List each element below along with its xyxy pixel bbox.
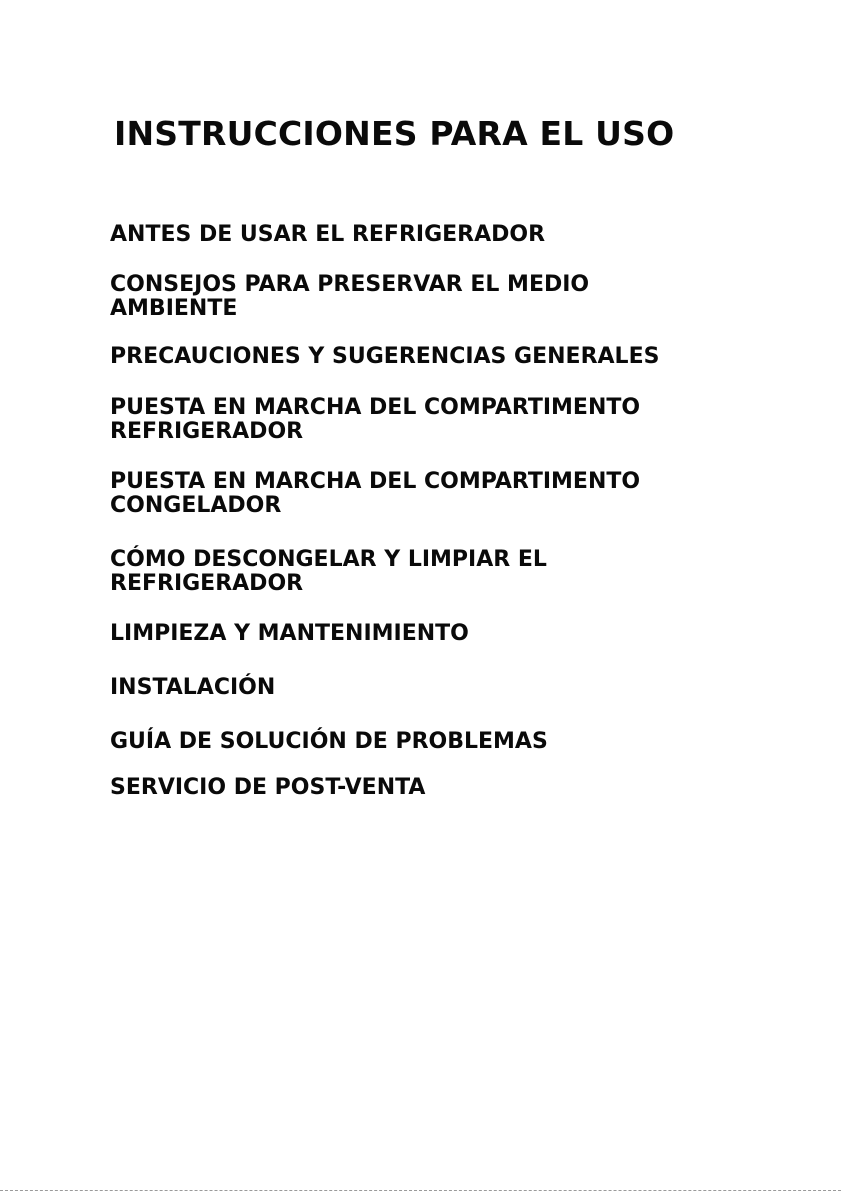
page-bottom-edge xyxy=(0,1190,841,1191)
toc-item-antes-de-usar xyxy=(110,223,545,247)
toc-item-line: PRECAUCIONES Y SUGERENCIAS GENERALES xyxy=(110,344,660,369)
toc-item-precauciones xyxy=(110,345,659,369)
toc-item-post-venta xyxy=(110,776,425,800)
toc-item-compartimento-refrigerador xyxy=(110,396,640,444)
toc-item-instalacion xyxy=(110,676,275,700)
toc-item-line: PUESTA EN MARCHA DEL COMPARTIMENTO xyxy=(110,469,641,494)
toc-item-line: GUÍA DE SOLUCIÓN DE PROBLEMAS xyxy=(110,729,548,754)
toc-item-line: PUESTA EN MARCHA DEL COMPARTIMENTO xyxy=(110,395,641,420)
toc-item-compartimento-congelador xyxy=(110,470,640,518)
toc-item-line: CONGELADOR xyxy=(110,493,282,518)
toc-item-line: REFRIGERADOR xyxy=(110,571,304,596)
toc-item-line: AMBIENTE xyxy=(110,296,238,321)
toc-item-line: CONSEJOS PARA PRESERVAR EL MEDIO xyxy=(110,272,590,297)
toc-item-line: ANTES DE USAR EL REFRIGERADOR xyxy=(110,222,546,247)
toc-item-line: REFRIGERADOR xyxy=(110,419,304,444)
toc-item-medio-ambiente xyxy=(110,273,589,321)
toc-item-line: SERVICIO DE POST-VENTA xyxy=(110,775,426,800)
toc-item-limpieza xyxy=(110,622,469,646)
toc-item-line: CÓMO DESCONGELAR Y LIMPIAR EL xyxy=(110,547,547,572)
toc-item-line: LIMPIEZA Y MANTENIMIENTO xyxy=(110,621,469,646)
toc-item-line: INSTALACIÓN xyxy=(110,675,276,700)
toc-item-descongelar xyxy=(110,548,547,596)
toc-item-solucion-problemas xyxy=(110,730,548,754)
page-title: INSTRUCCIONES PARA EL USO xyxy=(114,114,675,153)
